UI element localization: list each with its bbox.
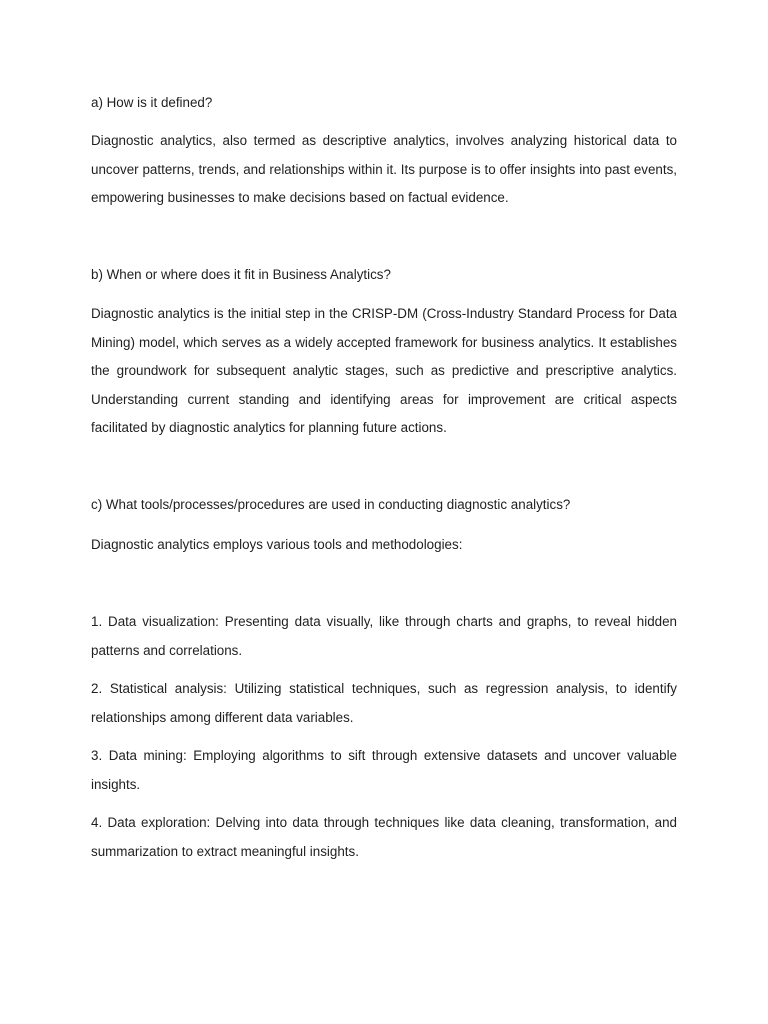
list-item-data-mining: 3. Data mining: Employing algorithms to sift through extensive datasets and uncover valuable insights. — [91, 748, 677, 792]
list-item-data-exploration: 4. Data exploration: Delving into data through techniques like data cleaning, transformation, and summarization to extract meaningful insights. — [91, 815, 677, 859]
answer-a-paragraph: Diagnostic analytics, also termed as descriptive analytics, involves analyzing historical data to uncover patterns, trends, and relationships within it. Its purpose is to offer insights into past events, empowering businesses to make decisions based on factual evidence. — [91, 133, 677, 205]
list-item-data-visualization: 1. Data visualization: Presenting data visually, like through charts and graphs, to reveal hidden patterns and correlations. — [91, 614, 677, 658]
question-c-heading: c) What tools/processes/procedures are used in conducting diagnostic analytics? — [91, 497, 571, 512]
list-item-statistical-analysis: 2. Statistical analysis: Utilizing statistical techniques, such as regression analysis, to identify relationships among different data variables. — [91, 681, 677, 725]
question-b-heading: b) When or where does it fit in Business Analytics? — [91, 267, 391, 282]
answer-b-paragraph: Diagnostic analytics is the initial step in the CRISP-DM (Cross-Industry Standard Process for Data Mining) model, which serves as a widely accepted framework for business analytics. It establishes the groundwork for subsequent analytic stages, such as predictive and prescriptive analytics. Understanding current standing and identifying areas for improvement are critical aspects facilitated by diagnostic analytics for planning future actions. — [91, 306, 677, 435]
question-a-heading: a) How is it defined? — [91, 95, 213, 110]
answer-c-intro: Diagnostic analytics employs various tools and methodologies: — [91, 537, 463, 552]
